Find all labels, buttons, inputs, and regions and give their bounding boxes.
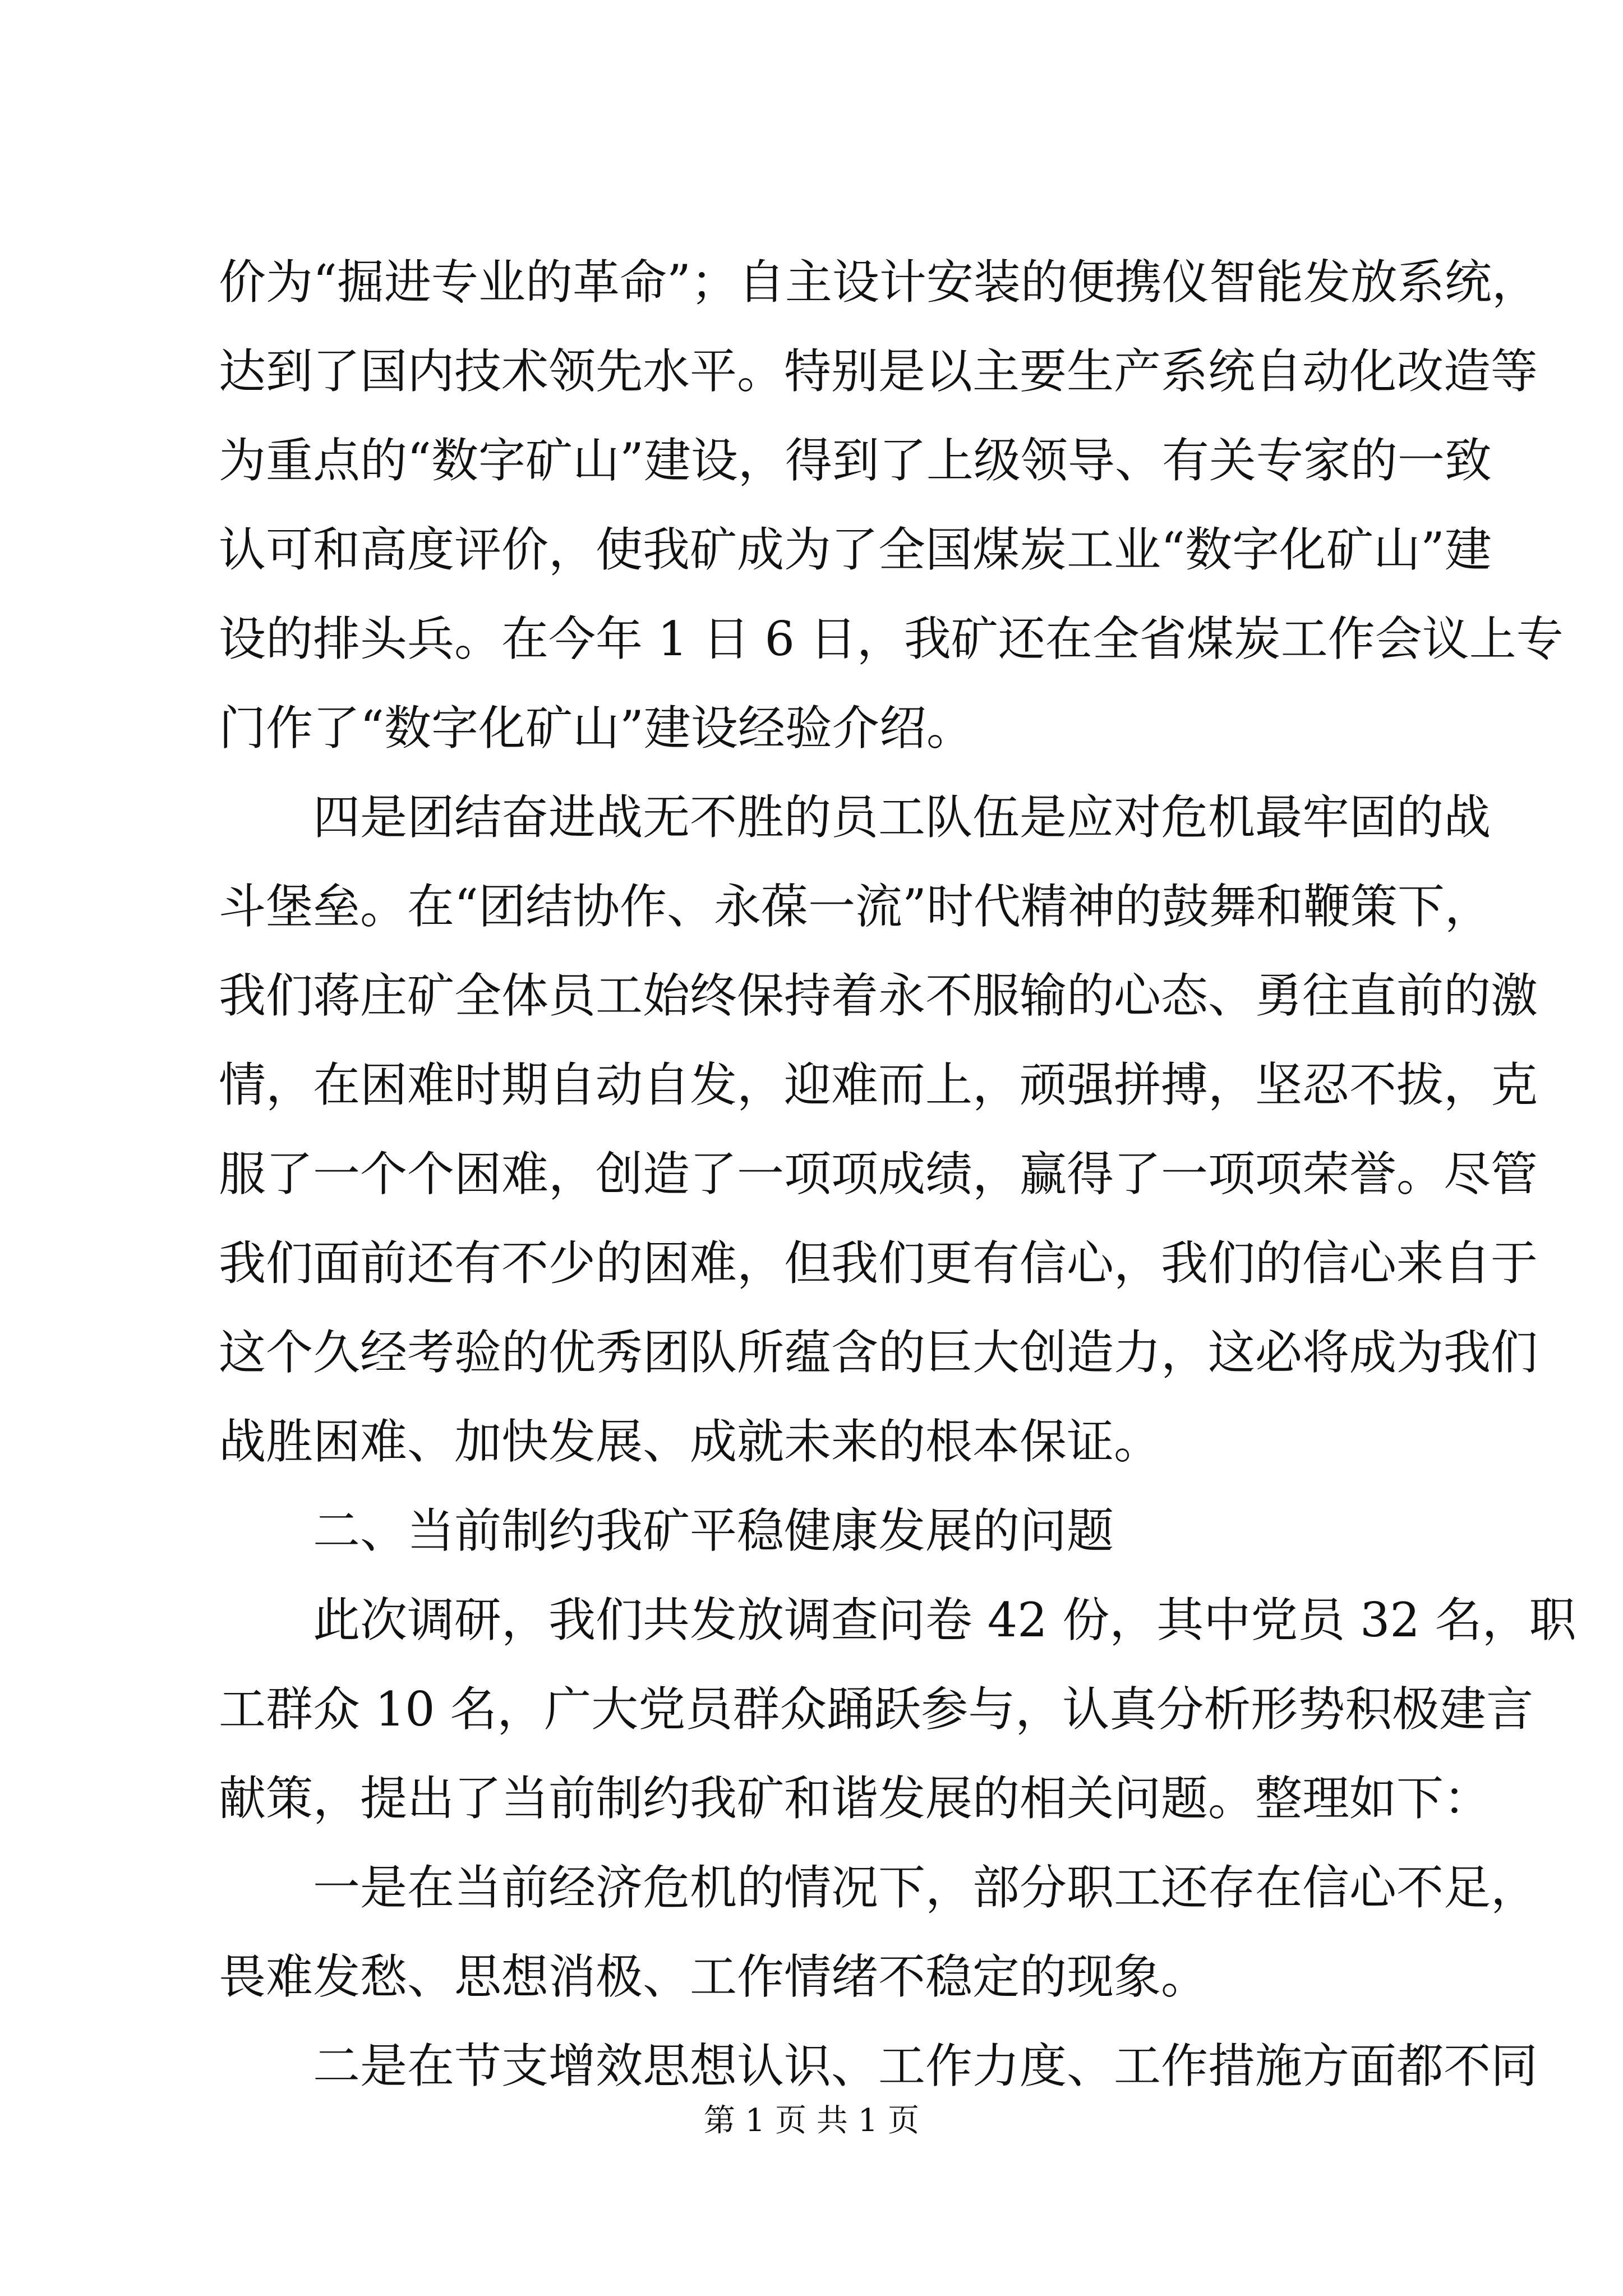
text-line: 情，在困难时期自动自发，迎难而上，顽强拼搏，坚忍不拔，克 bbox=[219, 1057, 1538, 1112]
paragraph-start-line: 四是团结奋进战无不胜的员工队伍是应对危机最牢固的战 bbox=[313, 790, 1491, 845]
paragraph-start-line: 二是在节支增效思想认识、工作力度、工作措施方面都不同 bbox=[313, 2039, 1538, 2093]
text-line: 献策，提出了当前制约我矿和谐发展的相关问题。整理如下： bbox=[219, 1771, 1491, 1826]
text-line: 门作了“数字化矿山”建设经验介绍。 bbox=[219, 701, 974, 756]
text-line: 认可和高度评价，使我矿成为了全国煤炭工业“数字化矿山”建 bbox=[219, 522, 1492, 577]
text-line: 我们蒋庄矿全体员工始终保持着永不服输的心态、勇往直前的激 bbox=[219, 968, 1538, 1023]
text-line: 达到了国内技术领先水平。特别是以主要生产系统自动化改造等 bbox=[219, 344, 1538, 399]
text-line: 价为“掘进专业的革命”；自主设计安装的便携仪智能发放系统， bbox=[219, 255, 1539, 310]
text-line: 畏难发愁、思想消极、工作情绪不稳定的现象。 bbox=[219, 1949, 1209, 2004]
text-line: 服了一个个困难，创造了一项项成绩，赢得了一项项荣誉。尽管 bbox=[219, 1147, 1538, 1202]
text-line: 工群众 10 名，广大党员群众踊跃参与，认真分析形势积极建言 bbox=[219, 1682, 1534, 1737]
page-footer: 第 1 页 共 1 页 bbox=[703, 2102, 920, 2139]
text-line: 设的排头兵。在今年 1 日 6 日，我矿还在全省煤炭工作会议上专 bbox=[219, 611, 1564, 666]
text-line: 战胜困难、加快发展、成就未来的根本保证。 bbox=[219, 1414, 1161, 1469]
text-line: 斗堡垒。在“团结协作、永葆一流”时代精神的鼓舞和鞭策下， bbox=[219, 879, 1492, 934]
section-heading: 二、当前制约我矿平稳健康发展的问题 bbox=[313, 1503, 1114, 1558]
text-line: 我们面前还有不少的困难，但我们更有信心，我们的信心来自于 bbox=[219, 1236, 1538, 1291]
text-line: 为重点的“数字矿山”建设，得到了上级领导、有关专家的一致 bbox=[219, 433, 1492, 488]
text-line: 这个久经考验的优秀团队所蕴含的巨大创造力，这必将成为我们 bbox=[219, 1325, 1538, 1380]
paragraph-start-line: 一是在当前经济危机的情况下，部分职工还存在信心不足， bbox=[313, 1860, 1538, 1915]
paragraph-start-line: 此次调研，我们共发放调查问卷 42 份，其中党员 32 名，职 bbox=[313, 1593, 1576, 1648]
